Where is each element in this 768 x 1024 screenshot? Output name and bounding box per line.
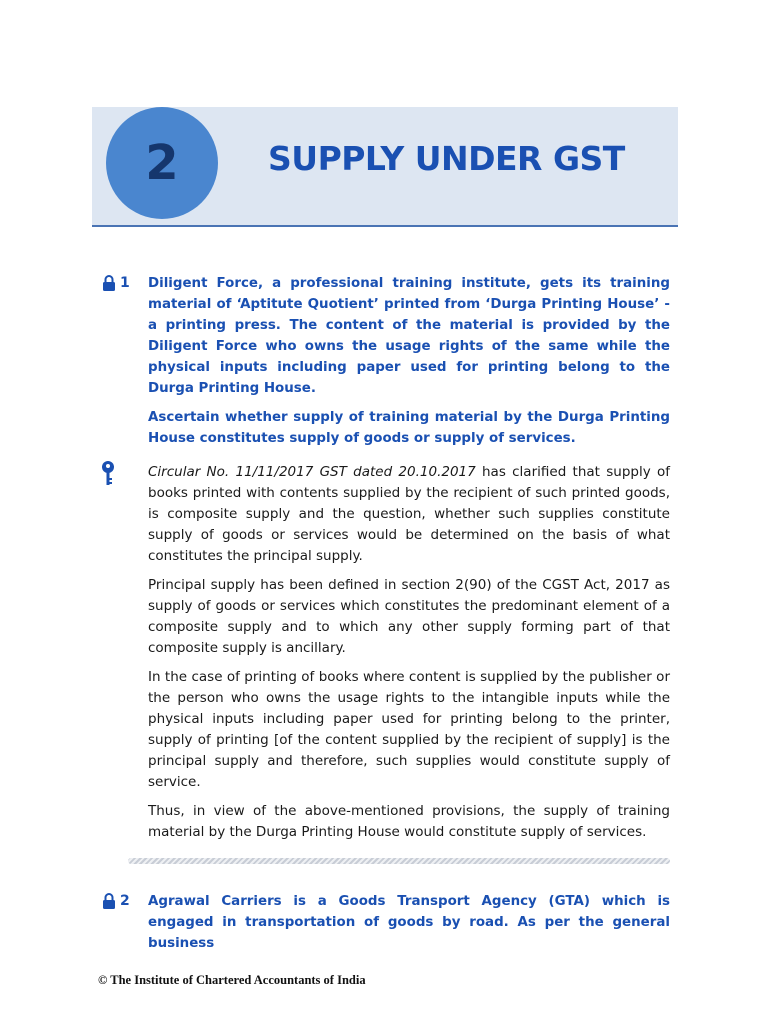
question-2-text [148,891,670,962]
answer-1-paragraph: In the case of printing of books where content is supplied by the publisher or the person who owns the usage rights to the intangible inputs while the physical inputs including paper used for printing belong to the printer, supply of printing [of the content supplied by the recipient of supply] is the principal supply and therefore, such supplies would constitute supply of service. [148,669,670,790]
question-1-number: 1 [120,275,130,291]
question-1-paragraph: Ascertain whether supply of training material by the Durga Printing House constitutes supply of goods or supply of services. [148,410,670,446]
chapter-number-badge [106,107,218,219]
answer-1-paragraph: Thus, in view of the above-mentioned provisions, the supply of training material by the Durga Printing House would constitute supply of services. [148,803,670,840]
question-2-marker [102,893,130,909]
answer-1-first-rest: has clarified that supply of books printed with contents supplied by the recipient of such printed goods, is composite supply and the question, whether such supplies constitute supply of goods or services would be determined on the basis of what constitutes the principal supply. [148,464,670,564]
answer-1-paragraph: Principal supply has been defined in section 2(90) of the CGST Act, 2017 as supply of goods or services which constitutes the predominant element of a composite supply and to which any other supply forming part of that composite supply is ancillary. [148,577,670,656]
key-icon [100,460,116,486]
chapter-title: SUPPLY UNDER GST [268,139,625,178]
lock-icon [102,275,116,291]
answer-1-text [148,462,670,851]
circular-reference: Circular No. 11/11/2017 GST dated 20.10.2017 [148,464,476,480]
answer-1-paragraph [148,462,670,567]
question-1-marker [102,275,130,291]
lock-icon [102,893,116,909]
section-divider [128,858,670,864]
chapter-number: 2 [145,135,179,191]
question-2-paragraph: Agrawal Carriers is a Goods Transport Agency (GTA) which is engaged in transportation of goods by road. As per the general business [148,894,670,951]
question-1-paragraph: Diligent Force, a professional training institute, gets its training material of ‘Aptitute Quotient’ printed from ‘Durga Printing House’ - a printing press. The content of the material is provided by the Diligent Force who owns the usage rights of the same while the physical inputs including paper used for printing belong to the Durga Printing House. [148,276,670,396]
question-2-number: 2 [120,893,130,909]
copyright-footer: © The Institute of Chartered Accountants of India [98,973,366,987]
question-1-text [148,273,670,457]
